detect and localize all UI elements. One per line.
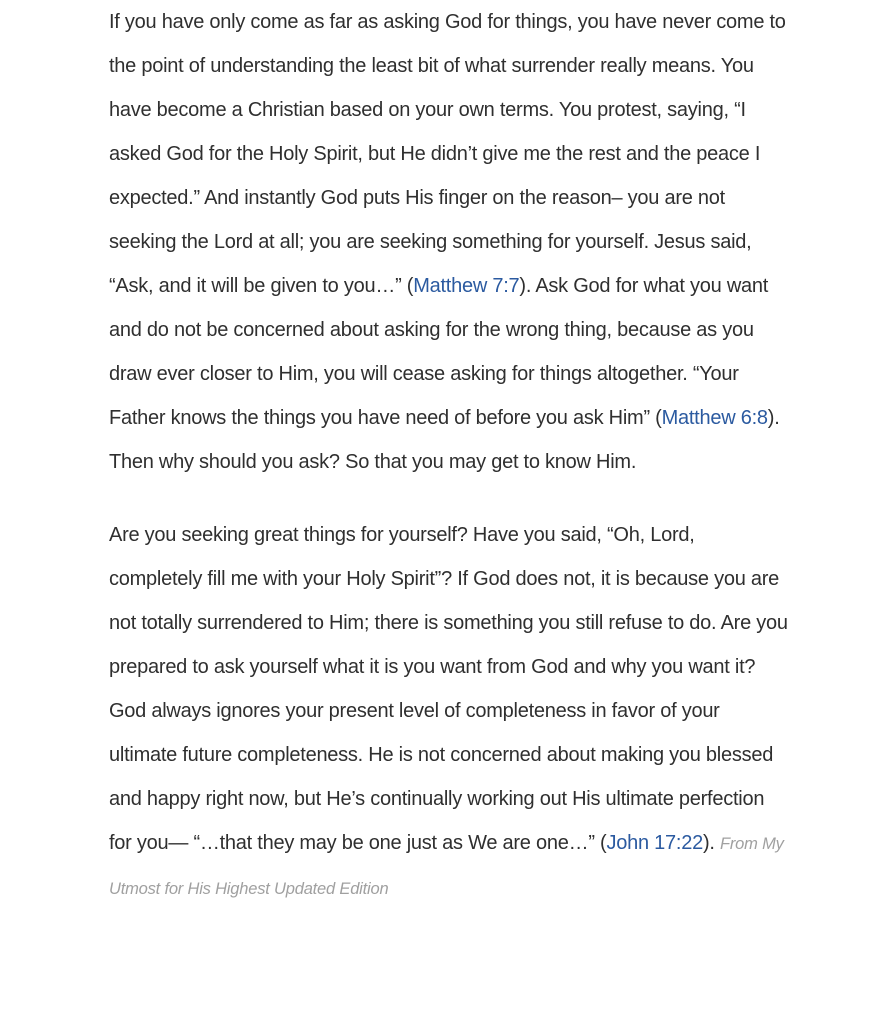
- paragraph-2: [109, 513, 789, 911]
- paragraph-2-text-b: ).: [702, 832, 715, 854]
- paragraph-2-text-a: Are you seeking great things for yourself? Have you said, “Oh, Lord, completely fill me with your Holy Spirit”? If God does not, it is because you are not totally surrendered to Him; there is something you still refuse to do. Are you prepared to ask yourself what it is you want from God and why you want it? God always ignores your present level of completeness in favor of your ultimate future completeness. He is not concerned about making you blessed and happy right now, but He’s continually working out His ultimate perfection for you— “…that they may be one just as We are one…” (: [109, 524, 788, 854]
- devotional-article: [109, 0, 789, 911]
- matthew-6-8-link[interactable]: Matthew 6:8: [661, 407, 768, 429]
- paragraph-1-text-a: If you have only come as far as asking God for things, you have never come to the point of understanding the least bit of what surrender really means. You have become a Christian based on your own terms. You protest, saying, “I asked God for the Holy Spirit, but He didn’t give me the rest and the peace I expected.” And instantly God puts His finger on the reason– you are not seeking the Lord at all; you are seeking something for yourself. Jesus said, “Ask, and it will be given to you…” (: [109, 11, 786, 297]
- source-attribution: From My Utmost for His Highest Updated Edition: [109, 835, 784, 898]
- matthew-7-7-link[interactable]: Matthew 7:7: [413, 275, 520, 297]
- john-17-22-link[interactable]: John 17:22: [606, 832, 703, 854]
- paragraph-1-text-b: ). Ask God for what you want and do not be concerned about asking for the wrong thing, because as you draw ever closer to Him, you will cease asking for things altogether. “Your Father knows the things you have need of before you ask Him” (: [109, 275, 769, 429]
- paragraph-1-text-c: ). Then why should you ask? So that you may get to know Him.: [109, 407, 780, 473]
- paragraph-1: [109, 0, 789, 484]
